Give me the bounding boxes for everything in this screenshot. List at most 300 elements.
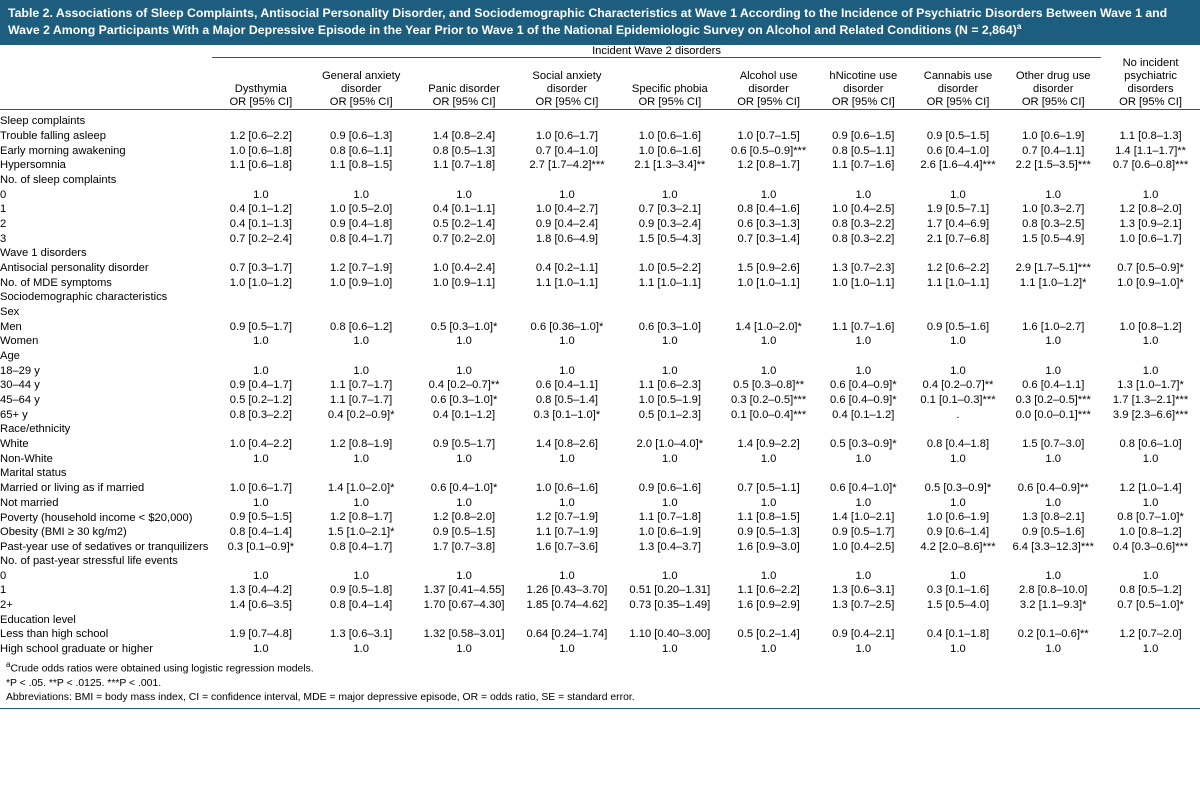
cell-value: 1.2 [0.8–2.0] <box>432 511 496 524</box>
table-row <box>0 408 1200 423</box>
cell-value <box>413 613 516 628</box>
cell-value: 1.0 <box>253 364 269 377</box>
cell-value <box>212 115 310 130</box>
cell-value: 1.0 [0.6–1.7] <box>229 481 292 494</box>
cell-value: 0.9 [0.6–1.5] <box>832 130 895 143</box>
cell-value: 2.2 [1.5–3.5]*** <box>1015 159 1091 172</box>
cell-value: 0.1 [0.0–0.4]*** <box>730 408 807 421</box>
cell-value <box>1101 291 1200 306</box>
cell-value: 0.8 [0.3–2.2] <box>229 408 292 421</box>
cell-value: 0.2 [0.1–0.6]** <box>1017 628 1089 641</box>
cell-value: 1.9 [0.7–4.8] <box>229 628 292 641</box>
cell-value <box>911 423 1006 438</box>
cell-value: 2.8 [0.8–10.0] <box>1018 584 1088 597</box>
row-label: Age <box>0 349 20 362</box>
cell-value: 1.0 [0.6–1.9] <box>1022 130 1085 143</box>
cell-value: 1.5 [0.7–3.0] <box>1022 437 1085 450</box>
cell-value: 1.10 [0.40–3.00] <box>629 628 711 641</box>
cell-value: 0.5 [0.2–1.2] <box>229 393 292 406</box>
cell-value: 1.0 <box>353 569 369 582</box>
table-row <box>0 643 1200 658</box>
cell-value: 6.4 [3.3–12.3]*** <box>1012 540 1094 553</box>
cell-value <box>1101 613 1200 628</box>
cell-value <box>911 247 1006 262</box>
cell-value: 0.8 [0.3–2.2] <box>832 218 895 231</box>
row-label: Poverty (household income < $20,000) <box>0 511 193 524</box>
table-row <box>0 320 1200 335</box>
cell-value: 0.8 [0.4–1.4] <box>330 599 393 612</box>
cell-value <box>1101 115 1200 130</box>
cell-value: 1.1 [0.7–1.6] <box>832 159 895 172</box>
cell-value <box>721 115 816 130</box>
cell-value: 0.9 [0.5–1.5] <box>432 525 496 538</box>
cell-value: 1.1 [0.7–1.8] <box>638 511 701 524</box>
cell-value: 0.9 [0.5–1.3] <box>737 525 800 538</box>
cell-value: 1.0 <box>1045 335 1061 348</box>
cell-value: 0.4 [0.1–1.8] <box>926 628 990 641</box>
cell-value: 0.4 [0.1–1.2] <box>229 203 292 216</box>
cell-value: 0.4 [0.1–1.3] <box>229 218 292 231</box>
cell-value: 1.0 <box>662 452 678 465</box>
col-header-general-anxiety-disorder: General anxiety disorder OR [95% CI] <box>310 57 413 109</box>
cell-value: 1.5 [0.5–4.0] <box>926 599 990 612</box>
table-row <box>0 628 1200 643</box>
cell-value: 0.8 [0.6–1.1] <box>330 144 393 157</box>
table-row <box>0 203 1200 218</box>
cell-value: 1.0 <box>855 452 872 465</box>
cell-value: 0.5 [0.3–0.9]* <box>830 437 897 450</box>
cell-value <box>816 247 911 262</box>
cell-value: 1.0 <box>456 335 472 348</box>
cell-value <box>212 349 310 364</box>
cell-value: 1.0 <box>1142 335 1159 348</box>
cell-value <box>310 349 413 364</box>
cell-value: 0.6 [0.4–1.0]* <box>830 481 897 494</box>
cell-value <box>1005 467 1101 482</box>
cell-value: 3.2 [1.1–9.3]* <box>1019 599 1087 612</box>
cell-value: 0.5 [0.2–1.4] <box>432 218 496 231</box>
cell-value: 1.0 [0.6–1.9] <box>926 511 990 524</box>
cell-value <box>516 555 619 570</box>
cell-value: 1.0 <box>1045 496 1061 509</box>
col-header-no-incident-psychiatric-disorders: No incident psychiatric disorders OR [95% CI] <box>1101 57 1200 109</box>
cell-value: 1.0 <box>456 569 472 582</box>
cell-value <box>911 115 1006 130</box>
cell-value: 0.6 [0.3–1.0]* <box>430 393 498 406</box>
table-row <box>0 144 1200 159</box>
cell-value: 1.0 <box>559 496 575 509</box>
row-label: Sociodemographic characteristics <box>0 291 168 304</box>
cell-value: 1.5 [0.5–4.3] <box>638 232 701 245</box>
cell-value: 0.8 [0.3–2.5] <box>1022 218 1085 231</box>
cell-value: 0.4 [0.2–0.7]** <box>922 379 994 392</box>
cell-value: 1.0 <box>855 364 872 377</box>
cell-value: 1.9 [0.5–7.1] <box>926 203 990 216</box>
cell-value: 1.1 [0.8–1.5] <box>737 511 800 524</box>
cell-value: 1.0 <box>456 188 472 201</box>
row-label: Women <box>0 335 39 348</box>
cell-value: 0.8 [0.7–1.0]* <box>1117 511 1184 524</box>
cell-value: 1.0 <box>760 569 777 582</box>
cell-value: 1.0 <box>353 496 369 509</box>
row-label: 0 <box>0 188 7 201</box>
cell-value: 1.0 [0.9–1.0]* <box>1117 276 1184 289</box>
row-label: Race/ethnicity <box>0 423 71 436</box>
cell-value: 1.0 <box>456 452 472 465</box>
row-label: Marital status <box>0 467 67 480</box>
col-header-cannabis-use-disorder: Cannabis use disorder OR [95% CI] <box>911 57 1006 109</box>
cell-value: 1.0 <box>662 364 678 377</box>
cell-value <box>618 306 721 321</box>
cell-value: 0.8 [0.3–2.2] <box>832 232 895 245</box>
cell-value: 0.6 [0.4–1.1] <box>535 379 599 392</box>
row-label: 1 <box>0 203 7 216</box>
cell-value: 1.4 [0.8–2.6] <box>535 437 599 450</box>
cell-value <box>816 423 911 438</box>
row-label: Less than high school <box>0 628 109 641</box>
cell-value: 1.0 [0.6–1.6] <box>638 144 701 157</box>
cell-value: 0.8 [0.5–1.4] <box>535 393 599 406</box>
cell-value <box>1005 115 1101 130</box>
table-title-footnote-marker: a <box>1016 21 1022 32</box>
footnote-a-text: Crude odds ratios were obtained using logistic regression models. <box>10 663 314 675</box>
cell-value: 1.0 <box>662 188 678 201</box>
cell-value: 0.7 [0.3–2.1] <box>638 203 701 216</box>
cell-value: 1.0 [0.6–1.6] <box>535 481 599 494</box>
cell-value: 1.0 [0.6–1.9] <box>638 525 701 538</box>
row-label: Early morning awakening <box>0 144 126 157</box>
cell-value <box>1005 423 1101 438</box>
cell-value: 0.9 [0.6–1.3] <box>330 130 393 143</box>
row-label: 0 <box>0 569 7 582</box>
cell-value <box>816 174 911 189</box>
cell-value <box>212 174 310 189</box>
cell-value: 1.0 [0.8–1.2] <box>1119 525 1182 538</box>
row-label: 65+ y <box>0 408 28 421</box>
cell-value: 1.1 [0.7–1.8] <box>432 159 496 172</box>
cell-value: 1.0 <box>253 452 269 465</box>
cell-value: 0.64 [0.24–1.74] <box>526 628 608 641</box>
cell-value: 1.2 [0.8–1.7] <box>330 511 393 524</box>
cell-value <box>212 613 310 628</box>
cell-value <box>1005 306 1101 321</box>
cell-value <box>721 423 816 438</box>
cell-value: 1.3 [0.7–2.3] <box>832 262 895 275</box>
row-label: 2 <box>0 218 7 231</box>
table-row <box>0 188 1200 203</box>
cell-value <box>618 174 721 189</box>
cell-value: 1.4 [1.0–2.0]* <box>735 320 802 333</box>
cell-value: 0.3 [0.1–1.0]* <box>533 408 601 421</box>
row-label: Not married <box>0 496 59 509</box>
column-header-row <box>0 57 1200 109</box>
cell-value: 0.8 [0.6–1.2] <box>330 320 393 333</box>
cell-value: 1.2 [0.8–1.7] <box>737 159 800 172</box>
table-row <box>0 511 1200 526</box>
cell-value: 1.1 [0.6–2.3] <box>638 379 701 392</box>
cell-value: 1.0 <box>950 364 966 377</box>
cell-value: 0.7 [0.5–1.1] <box>737 481 800 494</box>
cell-value: 2.7 [1.7–4.2]*** <box>529 159 605 172</box>
cell-value: 1.0 [0.6–1.7] <box>535 130 599 143</box>
row-label: 18–29 y <box>0 364 40 377</box>
cell-value <box>413 306 516 321</box>
cell-value: 2.1 [1.3–3.4]** <box>634 159 706 172</box>
spanner-incident-wave2: Incident Wave 2 disorders <box>212 45 1101 58</box>
cell-value: 0.9 [0.6–1.4] <box>926 525 990 538</box>
cell-value <box>413 349 516 364</box>
cell-value: 1.70 [0.67–4.30] <box>423 599 505 612</box>
cell-value <box>413 467 516 482</box>
cell-value: 1.0 <box>559 643 575 656</box>
cell-value: 1.4 [0.8–2.4] <box>432 130 496 143</box>
cell-value: 1.0 <box>253 643 269 656</box>
cell-value <box>1101 247 1200 262</box>
cell-value: 1.0 [0.3–2.7] <box>1022 203 1085 216</box>
cell-value: 0.6 [0.4–0.9]* <box>830 393 897 406</box>
cell-value: 1.26 [0.43–3.70] <box>526 584 608 597</box>
cell-value <box>816 115 911 130</box>
row-label: Hypersomnia <box>0 159 66 172</box>
cell-value: 3.9 [2.3–6.6]*** <box>1112 408 1189 421</box>
table-row <box>0 599 1200 614</box>
cell-value <box>618 115 721 130</box>
cell-value <box>816 349 911 364</box>
cell-value: 1.0 <box>559 188 575 201</box>
cell-value: 1.7 [1.3–2.1]*** <box>1112 393 1189 406</box>
table-row <box>0 452 1200 467</box>
table-row <box>0 306 1200 321</box>
cell-value: 1.4 [0.9–2.2] <box>737 437 800 450</box>
cell-value: 1.0 <box>559 569 575 582</box>
cell-value <box>911 174 1006 189</box>
cell-value: 1.0 <box>353 364 369 377</box>
cell-value: 1.3 [1.0–1.7]* <box>1117 379 1184 392</box>
table-row <box>0 584 1200 599</box>
cell-value: 1.0 <box>1142 452 1159 465</box>
cell-value <box>516 306 619 321</box>
cell-value: 0.5 [0.3–0.8]** <box>733 379 805 392</box>
cell-value: 1.5 [0.5–4.9] <box>1022 232 1085 245</box>
col-header-social-anxiety-disorder: Social anxiety disorder OR [95% CI] <box>516 57 619 109</box>
cell-value: 0.9 [0.4–2.1] <box>832 628 895 641</box>
cell-value: 1.2 [0.8–2.0] <box>1119 203 1182 216</box>
table-row <box>0 379 1200 394</box>
cell-value <box>721 555 816 570</box>
cell-value: 0.6 [0.4–1.0] <box>926 144 990 157</box>
col-header-specific-phobia: Specific phobia OR [95% CI] <box>618 57 721 109</box>
cell-value: 1.0 <box>855 569 872 582</box>
cell-value: 1.0 <box>760 364 777 377</box>
cell-value: 0.9 [0.5–1.6] <box>926 320 990 333</box>
cell-value: 1.0 <box>760 643 777 656</box>
row-label: Obesity (BMI ≥ 30 kg/m2) <box>0 525 127 538</box>
cell-value: 1.3 [0.6–3.1] <box>330 628 393 641</box>
cell-value: 0.4 [0.1–1.2] <box>432 408 496 421</box>
cell-value: 0.3 [0.2–0.5]*** <box>1015 393 1091 406</box>
cell-value <box>516 467 619 482</box>
cell-value: 1.0 <box>662 335 678 348</box>
cell-value: 1.0 [0.5–2.2] <box>638 262 701 275</box>
cell-value: 1.3 [0.6–3.1] <box>832 584 895 597</box>
cell-value: 0.9 [0.4–1.8] <box>330 218 393 231</box>
cell-value <box>212 555 310 570</box>
table-row <box>0 569 1200 584</box>
cell-value <box>618 349 721 364</box>
table-row <box>0 115 1200 130</box>
col-header-other-drug-use-disorder: Other drug use disorder OR [95% CI] <box>1005 57 1101 109</box>
cell-value: 1.1 [0.7–1.9] <box>535 525 599 538</box>
cell-value <box>212 423 310 438</box>
cell-value: 1.1 [0.7–1.6] <box>832 320 895 333</box>
cell-value <box>721 349 816 364</box>
cell-value: 1.4 [0.6–3.5] <box>229 599 292 612</box>
cell-value: 0.6 [0.4–1.1] <box>1022 379 1085 392</box>
cell-value: 0.8 [0.5–1.1] <box>832 144 895 157</box>
cell-value: 1.0 [0.7–1.5] <box>737 130 800 143</box>
cell-value <box>911 555 1006 570</box>
cell-value <box>516 349 619 364</box>
cell-value: 1.0 <box>950 335 966 348</box>
cell-value <box>212 291 310 306</box>
cell-value: 0.9 [0.6–1.6] <box>638 481 701 494</box>
table-row <box>0 496 1200 511</box>
cell-value: 1.2 [0.6–2.2] <box>229 130 292 143</box>
row-label: Wave 1 disorders <box>0 247 87 260</box>
cell-value <box>516 613 619 628</box>
cell-value: 1.0 [0.6–1.8] <box>229 144 292 157</box>
table-body <box>0 109 1200 657</box>
cell-value: 1.0 <box>353 335 369 348</box>
cell-value <box>1101 349 1200 364</box>
row-label: 30–44 y <box>0 379 40 392</box>
cell-value <box>516 247 619 262</box>
cell-value: 0.8 [0.6–1.0] <box>1119 437 1182 450</box>
cell-value: 0.6 [0.4–1.0]* <box>430 481 498 494</box>
cell-value: 0.4 [0.2–0.9]* <box>327 408 395 421</box>
cell-value <box>212 247 310 262</box>
cell-value: 1.4 [1.1–1.7]** <box>1115 144 1187 157</box>
cell-value: 1.3 [0.9–2.1] <box>1119 218 1182 231</box>
cell-value: 1.0 <box>950 188 966 201</box>
cell-value: 1.0 <box>253 496 269 509</box>
table-row <box>0 247 1200 262</box>
cell-value <box>516 174 619 189</box>
cell-value: 1.0 <box>760 188 777 201</box>
cell-value: 0.4 [0.1–1.1] <box>432 203 496 216</box>
cell-value: 0.9 [0.3–2.4] <box>638 218 701 231</box>
table-row <box>0 481 1200 496</box>
table-row <box>0 159 1200 174</box>
cell-value: 1.0 [0.5–1.9] <box>638 393 701 406</box>
cell-value: 1.7 [0.4–6.9] <box>926 218 990 231</box>
row-label: 45–64 y <box>0 393 40 406</box>
table-row <box>0 423 1200 438</box>
row-label: Education level <box>0 613 76 626</box>
cell-value: 1.1 [0.6–1.8] <box>229 159 292 172</box>
cell-value <box>1101 306 1200 321</box>
cell-value: 0.5 [0.1–2.3] <box>638 408 701 421</box>
footnote-a: $^a$Crude odds ratios were obtained using logistic regression models. <box>6 660 314 675</box>
cell-value: 1.0 <box>760 452 777 465</box>
col-header-alcohol-use-disorder: Alcohol use disorder OR [95% CI] <box>721 57 816 109</box>
cell-value: 1.0 <box>1045 452 1061 465</box>
cell-value: 1.4 [1.0–2.1] <box>832 511 895 524</box>
cell-value: 1.5 [0.9–2.6] <box>737 262 800 275</box>
cell-value <box>721 174 816 189</box>
cell-value: 1.0 <box>253 335 269 348</box>
cell-value <box>310 613 413 628</box>
cell-value <box>618 423 721 438</box>
cell-value <box>1005 555 1101 570</box>
cell-value: 1.1 [0.6–2.2] <box>737 584 800 597</box>
table-row <box>0 540 1200 555</box>
cell-value: 0.51 [0.20–1.31] <box>629 584 711 597</box>
row-label: Sex <box>0 306 20 318</box>
cell-value: 1.2 [0.8–1.9] <box>330 437 393 450</box>
row-label: Men <box>0 320 22 333</box>
table-row <box>0 262 1200 277</box>
cell-value: 1.2 [0.7–1.9] <box>535 511 599 524</box>
cell-value <box>721 291 816 306</box>
cell-value <box>516 291 619 306</box>
cell-value <box>310 423 413 438</box>
cell-value: 1.0 <box>1045 643 1061 656</box>
cell-value <box>212 467 310 482</box>
cell-value: 1.0 [0.9–1.1] <box>432 276 496 289</box>
cell-value: 0.8 [0.4–1.8] <box>926 437 990 450</box>
col-header-nicotine-use-disorder: hNicotine use disorder OR [95% CI] <box>816 57 911 109</box>
cell-value: 0.7 [0.5–0.9]* <box>1117 262 1184 275</box>
row-label: White <box>0 437 29 450</box>
cell-value: 1.37 [0.41–4.55] <box>423 584 505 597</box>
cell-value: 1.0 <box>1142 496 1159 509</box>
cell-value: 1.0 [0.6–1.7] <box>1119 232 1182 245</box>
cell-value: 1.0 <box>559 452 575 465</box>
cell-value: 1.0 <box>559 335 575 348</box>
cell-value <box>413 174 516 189</box>
cell-value: 0.6 [0.5–0.9]*** <box>730 144 807 157</box>
table-footnotes <box>0 657 1200 704</box>
cell-value <box>618 291 721 306</box>
cell-value: 0.9 [0.4–2.4] <box>535 218 599 231</box>
cell-value: 1.0 <box>1142 643 1159 656</box>
cell-value: 1.2 [1.0–1.4] <box>1119 481 1182 494</box>
col-header-panic-disorder: Panic disorder OR [95% CI] <box>413 57 516 109</box>
table-row <box>0 555 1200 570</box>
cell-value: 0.6 [0.3–1.3] <box>737 218 800 231</box>
cell-value: 0.4 [0.2–0.7]** <box>428 379 500 392</box>
table-row <box>0 291 1200 306</box>
row-label: Married or living as if married <box>0 481 145 494</box>
cell-value: 0.3 [0.2–0.5]*** <box>730 393 807 406</box>
cell-value: 1.1 [1.0–1.1] <box>638 276 701 289</box>
cell-value <box>721 306 816 321</box>
cell-value: 1.0 <box>353 188 369 201</box>
cell-value <box>911 467 1006 482</box>
cell-value <box>1005 613 1101 628</box>
cell-value <box>413 555 516 570</box>
cell-value <box>618 613 721 628</box>
cell-value: 1.0 <box>855 188 872 201</box>
cell-value: 0.7 [0.2–2.0] <box>432 232 496 245</box>
row-label: Past-year use of sedatives or tranquilizers <box>0 541 209 554</box>
cell-value: 1.0 [0.9–1.0] <box>330 276 393 289</box>
cell-value: 1.85 [0.74–4.62] <box>526 599 608 612</box>
cell-value: 1.0 [0.4–2.7] <box>535 203 599 216</box>
cell-value: 0.8 [0.4–1.7] <box>330 540 393 553</box>
cell-value: 1.4 [1.0–2.0]* <box>327 481 395 494</box>
